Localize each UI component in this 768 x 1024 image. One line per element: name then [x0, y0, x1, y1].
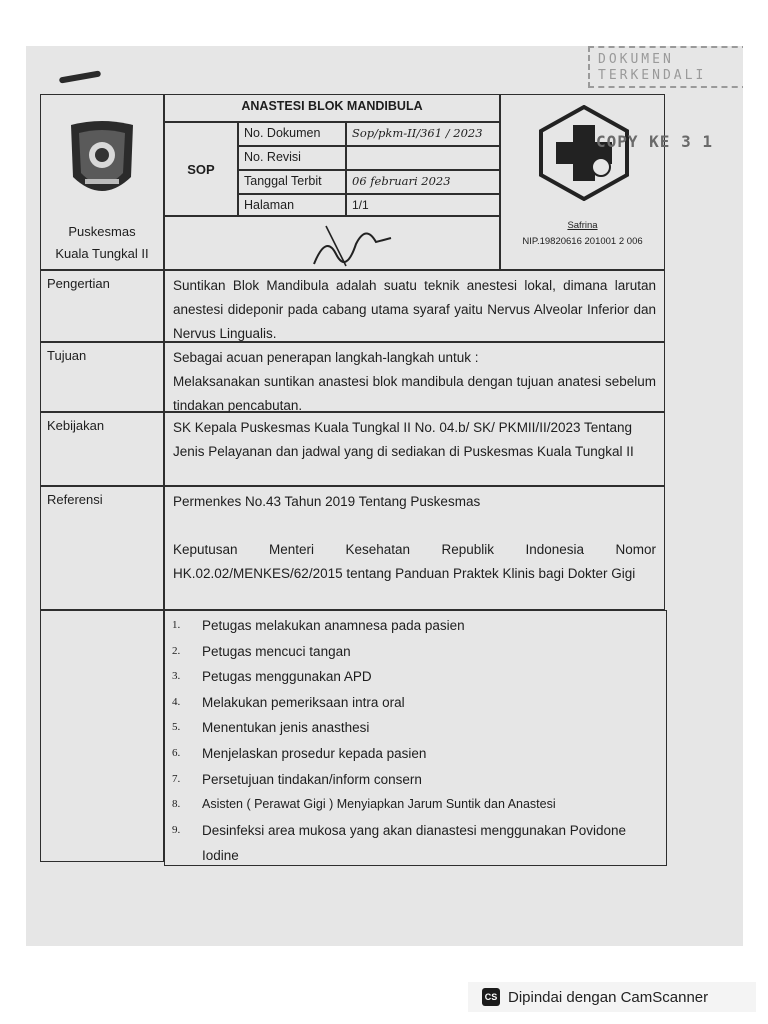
meta-label-no-dokumen: No. Dokumen: [238, 122, 346, 146]
steps-list: [165, 613, 666, 869]
section-label-tujuan: Tujuan: [40, 342, 164, 412]
list-item: 7. Persetujuan tindakan/inform consern: [172, 771, 422, 787]
puskesmas-logo-icon: [537, 105, 631, 201]
list-item: 8. Asisten ( Perawat Gigi ) Menyiapkan Jarum Suntik dan Anastesi: [172, 797, 556, 812]
section-pengertian-text: Suntikan Blok Mandibula adalah suatu teknik anestesi lokal, dimana larutan anestesi dideponir pada cabang utama syaraf yaitu Nervus Alveolar Inferior dan Nervus Lingualis.: [164, 270, 665, 342]
signer-nip: NIP.19820616 201001 2 006: [522, 236, 643, 247]
section-label-prosedur: [40, 610, 164, 862]
section-label-kebijakan: Kebijakan: [40, 412, 164, 486]
camscanner-logo-icon: CS: [482, 988, 500, 1006]
document-title: ANASTESI BLOK MANDIBULA: [164, 94, 500, 122]
list-item: 6. Menjelaskan prosedur kepada pasien: [172, 745, 427, 761]
pen-mark: [59, 70, 101, 83]
sop-label: SOP: [164, 122, 238, 216]
list-item: 2. Petugas mencuci tangan: [172, 643, 351, 659]
procedure-steps: [164, 610, 667, 866]
section-referensi-text: Permenkes No.43 Tahun 2019 Tentang Puskesmas Keputusan Menteri Kesehatan Republik Indonesia Nomor HK.02.02/MENKES/62/2015 tentang Panduan Praktek Klinis bagi Dokter Gigi: [164, 486, 665, 610]
meta-label-no-revisi: No. Revisi: [238, 146, 346, 170]
signer-name: Safrina: [567, 220, 598, 231]
controlled-document-stamp: DOKUMEN TERKENDALI: [588, 46, 743, 88]
meta-value-no-revisi: [346, 146, 500, 170]
section-label-pengertian: Pengertian: [40, 270, 164, 342]
camscanner-watermark: [468, 982, 756, 1012]
section-label-referensi: Referensi: [40, 486, 164, 610]
list-item: 9. Desinfeksi area mukosa yang akan dianastesi menggunakan Povidone Iodine: [172, 822, 627, 864]
meta-value-tanggal-terbit: 06 februari 2023: [346, 170, 500, 194]
section-tujuan-text: Sebagai acuan penerapan langkah-langkah untuk : Melaksanakan suntikan anastesi blok mandibula dengan tujuan anatesi sebelum tindakan pencabutan.: [164, 342, 665, 412]
list-item: 4. Melakukan pemeriksaan intra oral: [172, 694, 405, 710]
scanned-page: [26, 46, 743, 946]
institution-name: Puskesmas Kuala Tungkal II: [55, 224, 149, 261]
section-kebijakan-text: SK Kepala Puskesmas Kuala Tungkal II No. 04.b/ SK/ PKMII/II/2023 Tentang Jenis Pelayanan dan jadwal yang di sediakan di Puskesmas Kuala Tungkal II: [164, 412, 665, 486]
police-emblem-icon: [61, 117, 143, 207]
signature-mark: [306, 214, 396, 274]
camscanner-text: Dipindai dengan CamScanner: [508, 988, 709, 1006]
meta-value-halaman: 1/1: [346, 194, 500, 216]
health-logo-cell: [500, 94, 665, 270]
meta-label-tanggal-terbit: Tanggal Terbit: [238, 170, 346, 194]
list-item: 1. Petugas melakukan anamnesa pada pasien: [172, 618, 465, 633]
list-item: 5. Menentukan jenis anasthesi: [172, 720, 370, 736]
list-item: 3. Petugas menggunakan APD: [172, 669, 372, 685]
meta-label-halaman: Halaman: [238, 194, 346, 216]
logo-cell: [40, 94, 164, 270]
copy-number-stamp: COPY KE 3 1: [596, 132, 713, 151]
meta-value-no-dokumen: Sop/pkm-II/361 / 2023: [346, 122, 500, 146]
